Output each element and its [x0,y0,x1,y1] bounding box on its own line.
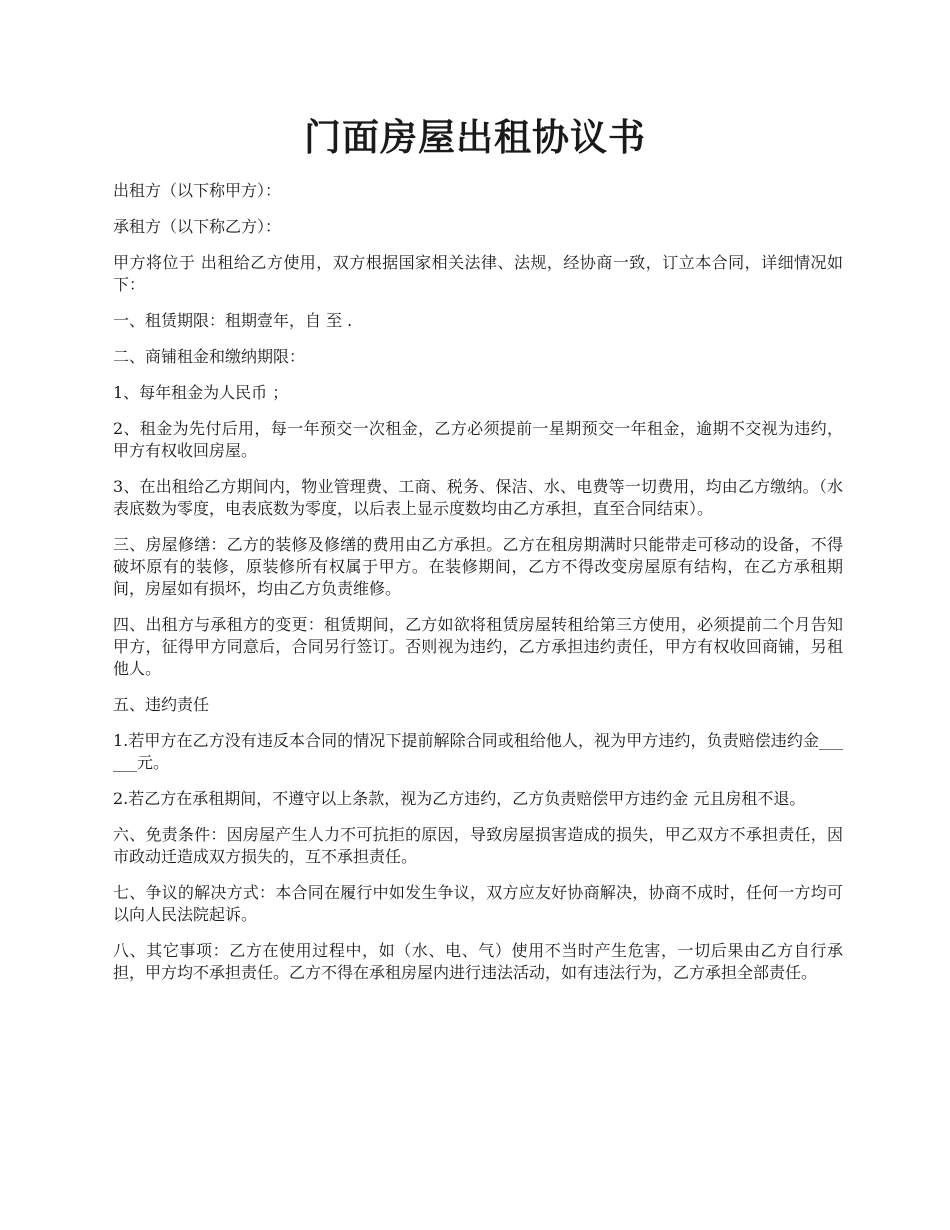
paragraph-rent-heading: 二、商铺租金和缴纳期限： [113,347,306,366]
paragraph-lessee: 承租方（以下称乙方）： [113,217,282,236]
paragraph-lease-term: 一、租赁期限：租期壹年，自 至 . [113,311,353,330]
paragraph-changes: 四、出租方与承租方的变更：租赁期间，乙方如欲将租赁房屋转租给第三方使用，必须提前二个月告知甲方，征得甲方同意后，合同另行签订。否则视为违约，乙方承担违约责任，甲方有权收回商铺，另租他人。 [113,615,843,678]
paragraph-exemption: 六、免责条件：因房屋产生人力不可抗拒的原因，导致房屋损害造成的损失，甲乙双方不承担责任，因市政动迁造成双方损失的，互不承担责任。 [113,825,843,866]
paragraph-liability-heading: 五、违约责任 [113,695,210,714]
paragraph-intro: 甲方将位于 出租给乙方使用，双方根据国家相关法律、法规，经协商一致，订立本合同，详细情况如下： [113,253,843,294]
paragraph-rent-payment: 2、租金为先付后用，每一年预交一次租金，乙方必须提前一星期预交一年租金，逾期不交视为违约，甲方有权收回房屋。 [113,419,843,460]
paragraph-fees: 3、在出租给乙方期间内，物业管理费、工商、税务、保洁、水、电费等一切费用，均由乙方缴纳。（水表底数为零度，电表底数为零度，以后表上显示度数均由乙方承担，直至合同结束）。 [113,477,843,518]
paragraph-rent-amount: 1、每年租金为人民币 ； [113,383,289,402]
paragraph-other: 八、其它事项：乙方在使用过程中，如（水、电、气）使用不当时产生危害，一切后果由乙方自行承担，甲方均不承担责任。乙方不得在承租房屋内进行违法活动，如有违法行为，乙方承担全部责任。 [113,941,843,982]
paragraph-liability-lessee: 2.若乙方在承租期间，不遵守以上条款，视为乙方违约，乙方负责赔偿甲方违约金 元且房租不退。 [113,789,806,808]
paragraph-liability-lessor: 1.若甲方在乙方没有违反本合同的情况下提前解除合同或租给他人，视为甲方违约，负责赔偿违约金______元。 [113,731,843,772]
document-title: 门面房屋出租协议书 [304,115,646,159]
paragraph-repairs: 三、房屋修缮：乙方的装修及修缮的费用由乙方承担。乙方在租房期满时只能带走可移动的设备，不得破坏原有的装修，原装修所有权属于甲方。在装修期间，乙方不得改变房屋原有结构，在乙方承租期间，房屋如有损坏，均由乙方负责维修。 [113,535,843,598]
paragraph-disputes: 七、争议的解决方式：本合同在履行中如发生争议，双方应友好协商解决，协商不成时，任何一方均可以向人民法院起诉。 [113,883,843,924]
document-body [113,180,843,998]
paragraph-lessor: 出租方（以下称甲方）： [113,181,282,200]
